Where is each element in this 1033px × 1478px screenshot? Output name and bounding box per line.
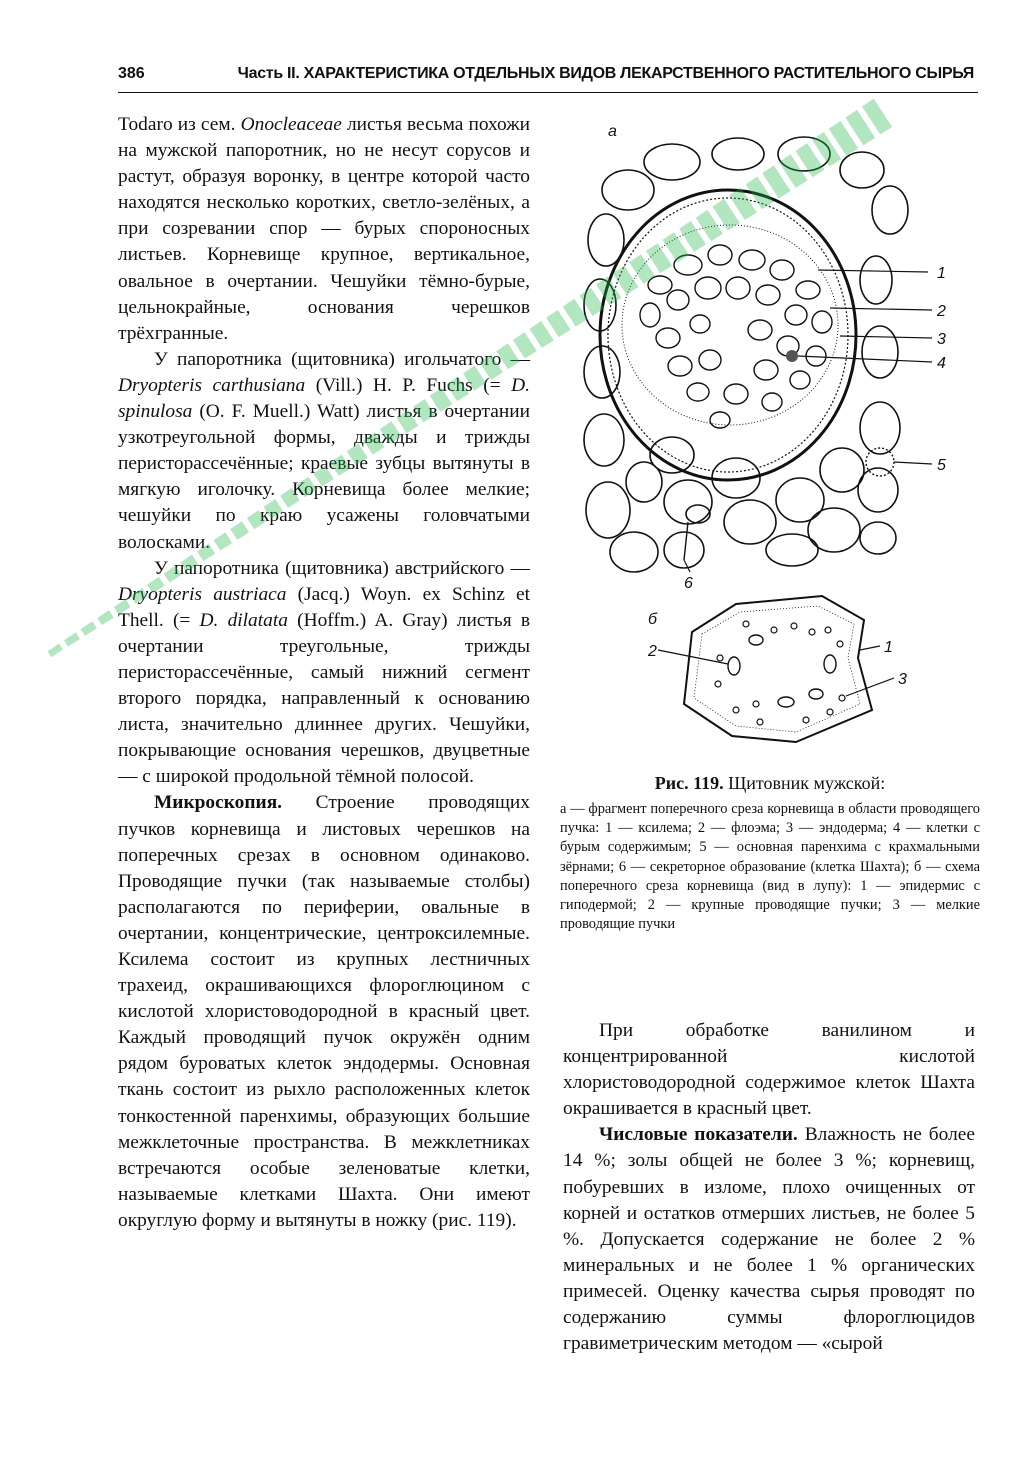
xylem-tracheids [640,245,832,428]
text-run: Влажность не более 14 %; золы общей не более 3 %; корневищ, побуревших в изломе, плохо очищенных от корней и остатков отмерших листьев, не более 5 %. Допускается содержание не более 2 % минеральных и не более 1 % органических примесей. Оценку качества сырья проводят по содержанию суммы флороглюцидов гравиметрическим методом — «сырой [563,1124,975,1355]
right-column [563,1018,975,1357]
paragraph-carthusiana [118,347,530,556]
schacht-cell-stalk [684,522,688,560]
text-run: (O. F. Muell.) Watt) листья в очертании узкотреугольной формы, дважды и трижды перисторассечённые; краевые зубцы вытянуты в мягкую иголочку. Корневища более мелкие; чешуйки по краю усажены головчатыми волосками. [118,401,530,553]
callout-b-2: 2 [648,643,657,660]
page-number: 386 [118,65,145,82]
callout-a-4: 4 [937,355,946,372]
text-run: (Hoffm.) A. Gray) листья в очертании треугольные, трижды перисторассечённые, самый нижний сегмент второго порядка, направленный к основанию листа, значительно длиннее других. Чешуйки, покрывающие основания черешков, двуцветные — с широкой продольной тёмной полосой. [118,609,531,788]
phloem-ring [608,198,848,472]
caption-title [560,773,980,794]
small-bundles [715,621,845,725]
caption-body: а — фрагмент поперечного среза корневища в области проводящего пучка: 1 — ксилема; 2 — флоэма; 3 — эндодерма; 4 — клетки с бурым содержимым; 5 — основная паренхима с крахмальными зёрнами; 6 — секреторное образование (клетка Шахта); б — схема поперечного среза корневища (вид в лупу): 1 — эпидермис с гиподермой; 2 — крупные проводящие пучки; 3 — мелкие проводящие пучки [560,801,980,933]
latin-name: D. dilatata [199,609,288,631]
callout-a-2: 2 [937,303,946,320]
section-heading: Числовые показатели. [599,1124,798,1146]
figure-119 [560,110,980,780]
large-bundles [728,635,836,707]
brown-content-cell [786,350,798,362]
left-column [118,112,530,1234]
text-run: Todaro из сем. [118,114,241,135]
paragraph-austriaca [118,556,530,791]
text-run: (Jacq.) Woyn. ex Schinz et Thell. (= [118,583,531,631]
parenchyma-cells [584,137,908,572]
callout-a-1: 1 [937,265,946,282]
schacht-cell [686,505,710,523]
page-header [118,62,978,93]
caption-number: Рис. 119. [654,773,724,793]
latin-name: Onocleaceae [240,114,342,135]
label-b: б [648,611,657,628]
figure-caption [560,773,980,934]
section-heading: Микроскопия. [154,792,283,814]
callout-a-3: 3 [937,331,946,348]
text-run: Строение проводящих пучков корневища и листовых черешков на поперечных срезах в основном одинаково. Проводящие пучки (так называемые столбы) располагаются по периферии, овальные в очертании, концентрические, центроксилемные. Ксилема состоит из крупных лестничных трахеид, окрашивающихся флороглюцином с кислотой хлористоводородной в красный цвет. Каждый проводящий пучок окружён одним рядом буроватых клеток эндодермы. Основная ткань состоит из рыхло расположенных клеток тонкостенной паренхимы, образующих большие межклеточные пространства. В межклетниках встречаются особые зеленоватые клетки, называемые клетками Шахта. Они имеют округлую форму и вытянуты в ножку (рис. 119). [118,792,530,1231]
label-a: а [608,123,617,140]
callout-b-1: 1 [884,639,893,656]
text-run: листья весьма похожи на мужской папоротник, но не несут сорусов и растут, образуя воронку, в центре которой часто находятся несколько коротких, светло-зелёных, а при созревании спор — бурых спороносных листьев. Корневище крупное, вертикальное, овальное в очертании. Чешуйки тёмно-бурые, цельнокрайные, основания черешков трёхгранные. [118,114,530,344]
text-run: У папоротника (щитовника) игольчатого — [154,348,530,370]
paragraph-microscopy [118,790,530,1234]
endodermis-ring [600,190,856,480]
callout-a-6: 6 [684,575,693,592]
paragraph-numerics [563,1122,975,1357]
latin-name: Dryopteris austriaca [118,583,287,605]
text-run: У папоротника (щитовника) австрийского — [154,557,530,579]
latin-name: Dryopteris carthusiana [118,374,306,396]
paragraph-onoclea [118,112,530,347]
text-run: (Vill.) H. P. Fuchs (= [305,374,512,396]
callout-b-3: 3 [898,671,907,688]
callout-a-5: 5 [937,457,946,474]
rhizome-section-outline [684,596,872,742]
latin-name: D. spinulosa [118,374,530,423]
figure-drawing [560,110,980,780]
running-title: Часть II. ХАРАКТЕРИСТИКА ОТДЕЛЬНЫХ ВИДОВ ЛЕКАРСТВЕННОГО РАСТИТЕЛЬНОГО СЫРЬЯ [237,65,974,82]
caption-title-text: Щитовник мужской: [723,773,886,793]
paragraph-vanillin: При обработке ванилином и концентрированной кислотой хлористоводородной содержимое клеток Шахта окрашивается в красный цвет. [563,1020,975,1120]
